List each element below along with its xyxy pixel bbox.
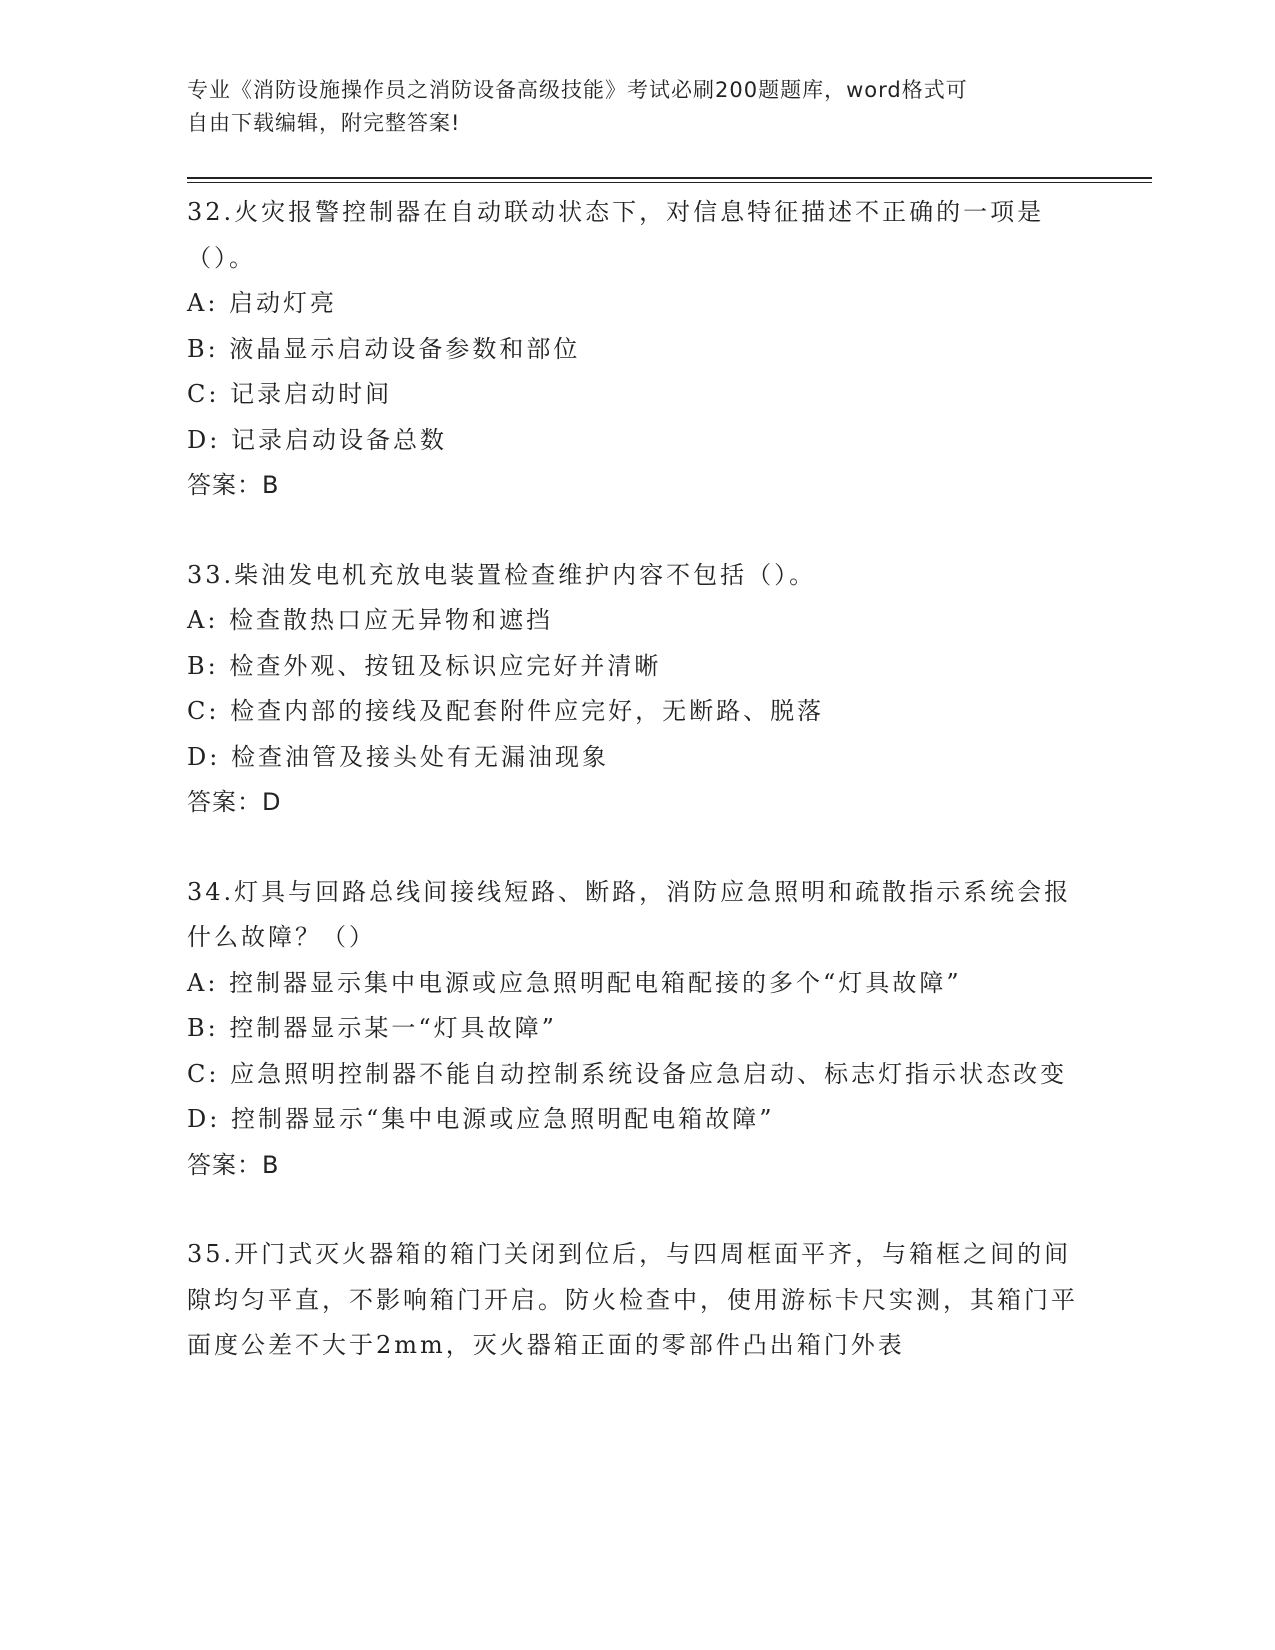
page-header xyxy=(187,74,1067,140)
option-b: B: 液晶显示启动设备参数和部位 xyxy=(187,334,581,363)
answer-label: 答案： xyxy=(187,1150,262,1179)
option-a: A: 检查散热口应无异物和遮挡 xyxy=(187,606,554,634)
answer-line xyxy=(187,463,1092,509)
option-d: D: 记录启动设备总数 xyxy=(187,425,447,454)
question-33 xyxy=(187,553,1092,826)
question-35 xyxy=(187,1232,1092,1369)
question-text: 33.柴油发电机充放电装置检查维护内容不包括（）。 xyxy=(187,560,817,589)
answer-line xyxy=(187,1143,1092,1189)
option-d: D: 检查油管及接头处有无漏油现象 xyxy=(187,742,609,771)
question-text: 34.灯具与回路总线间接线短路、断路，消防应急照明和疏散指示系统会报什么故障？（） xyxy=(187,877,1072,951)
question-list xyxy=(187,190,1092,1413)
option-b: B: 检查外观、按钮及标识应完好并清晰 xyxy=(187,651,662,680)
question-text: 35.开门式灭火器箱的箱门关闭到位后，与四周框面平齐，与箱框之间的间隙均匀平直，不影响箱门开启。防火检查中，使用游标卡尺实测，其箱门平面度公差不大于2mm，灭火器箱正面的零部件凸出箱门外表 xyxy=(187,1240,1078,1359)
question-text: 32.火灾报警控制器在自动联动状态下，对信息特征描述不正确的一项是（）。 xyxy=(187,198,1045,272)
question-34 xyxy=(187,870,1092,1189)
answer-label: 答案： xyxy=(187,788,262,816)
header-line-2: 自由下载编辑，附完整答案! xyxy=(187,111,461,135)
header-divider-thick xyxy=(187,177,1152,179)
header-divider-thin xyxy=(187,182,1152,183)
question-32 xyxy=(187,190,1092,509)
header-line-1: 专业《消防设施操作员之消防设备高级技能》考试必刷200题题库，word格式可 xyxy=(187,78,968,102)
answer-value: D xyxy=(262,788,282,816)
answer-line xyxy=(187,780,1092,826)
option-b: B: 控制器显示某一“灯具故障” xyxy=(187,1014,557,1042)
option-d: D: 控制器显示“集中电源或应急照明配电箱故障” xyxy=(187,1105,775,1133)
option-a: A: 控制器显示集中电源或应急照明配电箱配接的多个“灯具故障” xyxy=(187,968,962,997)
answer-label: 答案： xyxy=(187,471,262,499)
option-c: C: 记录启动时间 xyxy=(187,380,393,408)
answer-value: B xyxy=(262,1150,280,1179)
option-c: C: 检查内部的接线及配套附件应完好，无断路、脱落 xyxy=(187,697,825,725)
answer-value: B xyxy=(262,471,280,499)
option-c: C: 应急照明控制器不能自动控制系统设备应急启动、标志灯指示状态改变 xyxy=(187,1059,1068,1088)
option-a: A: 启动灯亮 xyxy=(187,289,338,317)
